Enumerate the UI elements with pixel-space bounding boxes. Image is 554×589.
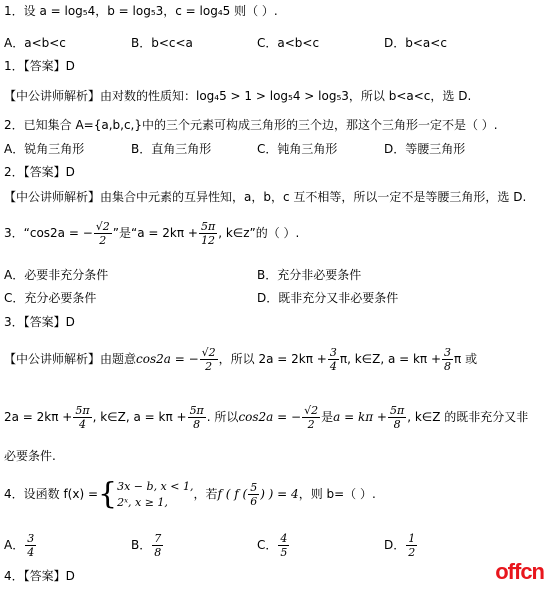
q4-option-b: B． $\frac{7}{8}$ xyxy=(131,532,162,559)
q3-text: 3．“cos2a = − $\frac{√2}{2}$ ”是“a = 2kπ + $\frac{5\pi}{12}$ , k∈z”的（ ）. xyxy=(4,220,300,247)
q1-option-d: D．b<a<c xyxy=(384,36,447,50)
q3-option-d: D．既非充分又非必要条件 xyxy=(257,291,399,305)
q3-analysis-line1: 【中公讲师解析】由题意cos2a = − $\frac{√2}{2}$ ，所以 2a = 2kπ + $\frac{3}{4}$ π, k∈Z, a = kπ + $\frac{3}{8}$ π 或 xyxy=(4,346,478,373)
q1-answer: 1．【答案】D xyxy=(4,59,75,73)
q2-option-a: A．锐角三角形 xyxy=(4,142,85,156)
q2-text: 2．已知集合 A={a,b,c,}中的三个元素可构成三角形的三个边，那这个三角形一定不是（ ）. xyxy=(4,118,498,132)
q3-analysis-line2: 2a = 2kπ + $\frac{5\pi}{4}$ , k∈Z, a = kπ + $\frac{5\pi}{8}$ . 所以cos2a = − $\frac{√2}{2}$ 是a = kπ + $\frac{5\pi}{8}$ , k∈Z 的既非充分又非 xyxy=(4,404,529,431)
q1-text: 1．设 a = log₅4，b = log₅3，c = log₄5 则（ ）. xyxy=(4,4,278,18)
q2-answer: 2．【答案】D xyxy=(4,165,75,179)
q4-option-d: D． $\frac{1}{2}$ xyxy=(384,532,416,559)
q3-analysis-line3: 必要条件. xyxy=(4,449,56,463)
q2-option-d: D．等腰三角形 xyxy=(384,142,466,156)
q4-option-c: C． $\frac{4}{5}$ xyxy=(257,532,288,559)
q4-option-a: A． $\frac{3}{4}$ xyxy=(4,532,35,559)
q2-option-c: C．钝角三角形 xyxy=(257,142,338,156)
q3-answer: 3．【答案】D xyxy=(4,315,75,329)
q2-analysis: 【中公讲师解析】由集合中元素的互异性知，a，b，c 互不相等，所以一定不是等腰三角形，选 D. xyxy=(4,190,527,204)
q3-option-a: A．必要非充分条件 xyxy=(4,268,109,282)
q2-option-b: B．直角三角形 xyxy=(131,142,212,156)
q3-option-c: C．充分必要条件 xyxy=(4,291,97,305)
offcn-logo: offcn xyxy=(495,559,544,584)
q4-answer: 4．【答案】D xyxy=(4,569,75,583)
q1-option-b: B．b<c<a xyxy=(131,36,193,50)
q4-text: 4．设函数 f(x) ={ 3x − b, x < 1, 2ˣ, x ≥ 1, ，若f ( f ( $\frac{5}{6}$ ) ) = 4，则 b=（ ）. xyxy=(4,476,376,512)
q1-option-a: A．a<b<c xyxy=(4,36,66,50)
q1-analysis: 【中公讲师解析】由对数的性质知：log₄5 > 1 > log₅4 > log₅3，所以 b<a<c，选 D. xyxy=(4,89,472,103)
q1-option-c: C．a<b<c xyxy=(257,36,320,50)
q3-option-b: B．充分非必要条件 xyxy=(257,268,362,282)
